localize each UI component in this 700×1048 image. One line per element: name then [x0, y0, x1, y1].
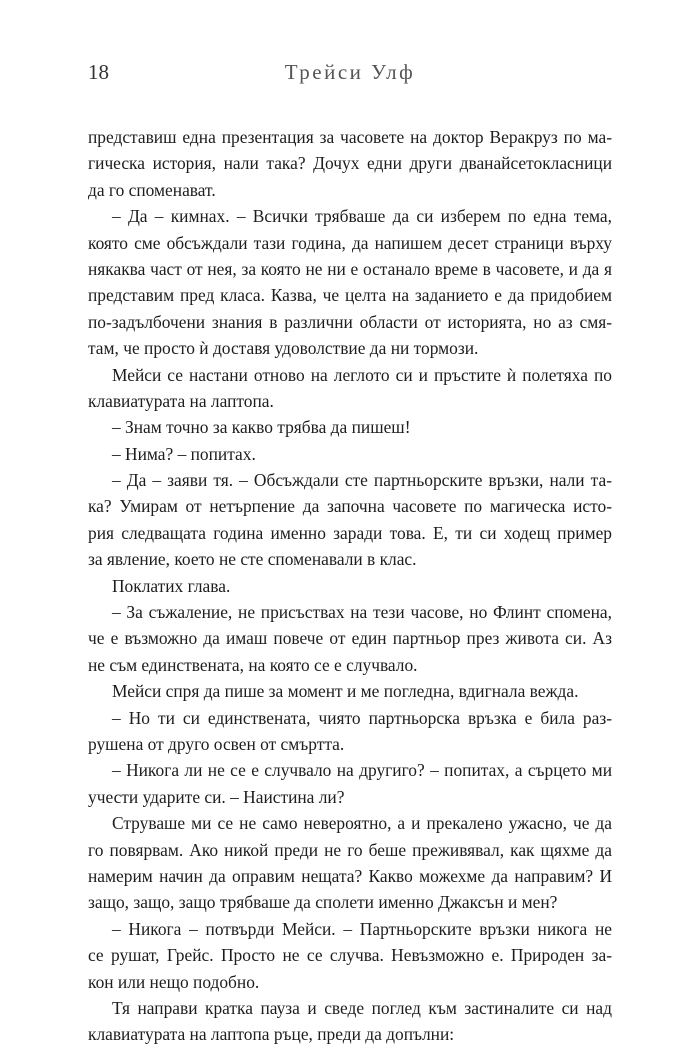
body-text	[88, 124, 612, 1048]
text-line: учести ударите си. – Наистина ли?	[88, 786, 345, 807]
text-line: не съм единствената, на която се е случвало.	[88, 654, 418, 675]
text-line: Тя направи кратка пауза и сведе поглед към застиналите си над	[112, 997, 612, 1018]
text-line: – Нима? – попитах.	[112, 443, 256, 464]
text-line: ка? Умирам от нетърпение да започна часовете по магическа исто-	[88, 496, 612, 517]
text-line: Мейси спря да пише за момент и ме погледна, вдигнала вежда.	[112, 681, 579, 702]
text-line: представиш една презентация за часовете на доктор Веракруз по ма-	[88, 127, 612, 147]
text-line: – Но ти си единствената, чиято партньорска връзка е била раз-	[112, 707, 612, 728]
text-line: рушена от друго освен от смъртта.	[88, 733, 345, 754]
text-line: го повярвам. Ако никой преди не го беше преживявал, как щяхме да	[88, 839, 612, 860]
text-line: за явление, което не сте споменавали в клас.	[88, 549, 417, 570]
text-line: клавиатурата на лаптопа ръце, преди да допълни:	[88, 1024, 455, 1045]
page-header	[88, 60, 612, 90]
running-head: Трейси Улф	[284, 60, 416, 84]
text-line: че е възможно да имаш повече от един партньор през живота си. Аз	[88, 628, 612, 649]
text-line: която сме обсъждали тази година, да напишем десет страници върху	[88, 232, 612, 253]
text-line: – Да – кимнах. – Всички трябваше да си изберем по една тема,	[112, 206, 612, 227]
text-line: Струваше ми се не само невероятно, а и прекалено ужасно, че да	[112, 813, 612, 834]
text-line: клавиатурата на лаптопа.	[88, 390, 274, 411]
text-line: там, че просто ѝ доставя удоволствие да ни тормози.	[88, 338, 479, 359]
text-line: – Да – заяви тя. – Обсъждали сте партньорските връзки, нали та-	[112, 470, 612, 491]
text-line: някаква част от нея, за която не ни е останало време в часовете, и да я	[88, 258, 612, 279]
text-line: защо, защо, защо трябваше да сполети именно Джаксън и мен?	[88, 892, 558, 913]
page-number: 18	[88, 60, 109, 84]
text-line: Поклатих глава.	[112, 575, 231, 596]
text-line: да го споменават.	[88, 179, 216, 200]
text-line: намерим начин да оправим нещата? Какво можехме да направим? И	[88, 865, 612, 886]
text-line: гическа история, нали така? Дочух едни други дванайсетокласници	[88, 153, 612, 174]
text-line: по-задълбочени знания в различни области от историята, но аз смя-	[88, 311, 612, 332]
text-line: – Никога – потвърди Мейси. – Партньорските връзки никога не	[112, 918, 612, 939]
text-line: – За съжаление, не присъствах на тези часове, но Флинт спомена,	[112, 602, 612, 623]
text-line: – Знам точно за какво трябва да пишеш!	[112, 417, 411, 438]
text-line: – Никога ли не се е случвало на другиго? – попитах, а сърцето ми	[112, 760, 612, 781]
text-line: се рушат, Грейс. Просто не се случва. Невъзможно е. Природен за-	[88, 945, 612, 966]
text-line: Мейси се настани отново на леглото си и пръстите ѝ полетяха по	[112, 364, 612, 385]
text-line: рия следващата година именно заради това. Е, ти си ходещ пример	[88, 522, 612, 543]
text-line: кон или нещо подобно.	[88, 971, 260, 992]
text-line: представим пред класа. Казва, че целта на заданието е да придобием	[88, 285, 612, 306]
